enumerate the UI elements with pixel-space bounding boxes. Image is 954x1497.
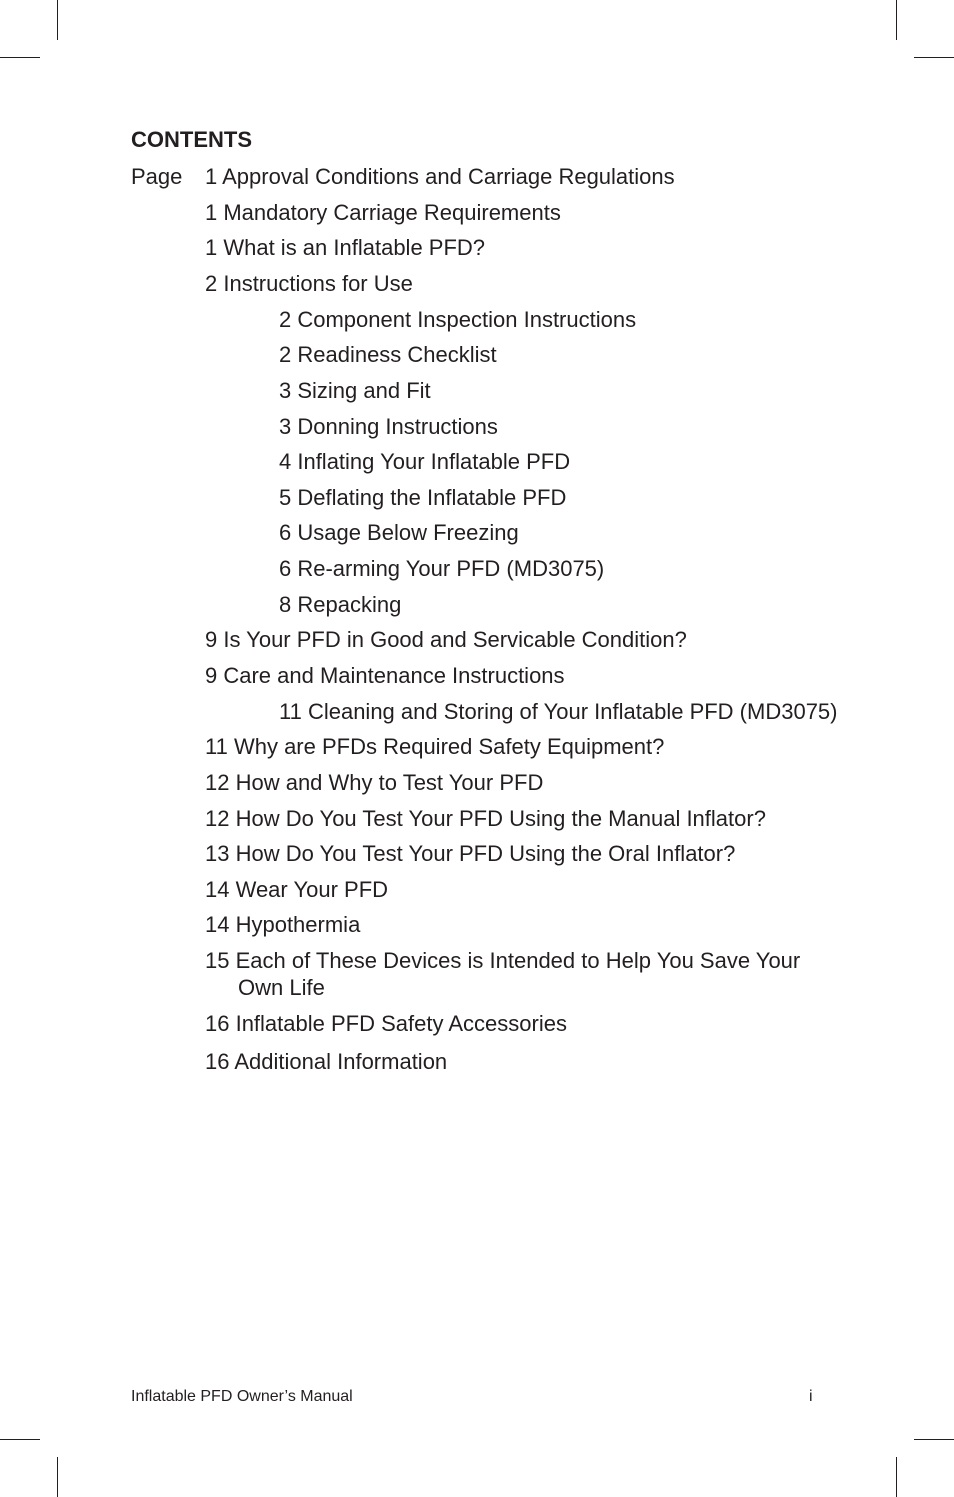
crop-mark-bottom-left-horizontal (0, 1439, 40, 1440)
toc-entry[interactable] (205, 234, 485, 262)
toc-entry-text: 15 Each of These Devices is Intended to Help You Save Your (205, 948, 801, 973)
toc-entry-text: 9 Is Your PFD in Good and Servicable Condition? (205, 627, 687, 652)
toc-entry[interactable] (205, 733, 664, 761)
toc-entry-text: 9 Care and Maintenance Instructions (205, 663, 565, 688)
toc-subentry[interactable] (279, 306, 636, 334)
toc-entry[interactable] (205, 876, 388, 904)
crop-mark-bottom-left-vertical (57, 1457, 58, 1497)
crop-mark-top-left-vertical (57, 0, 58, 40)
page-label: Page (131, 164, 183, 189)
toc-entry[interactable] (205, 1048, 447, 1076)
toc-entry-text: 8 Repacking (279, 592, 402, 617)
toc-entry[interactable] (205, 947, 800, 1001)
toc-entry-text: 5 Deflating the Inflatable PFD (279, 485, 567, 510)
toc-subentry[interactable] (279, 341, 497, 369)
toc-entry-text: 12 How and Why to Test Your PFD (205, 770, 544, 795)
toc-entry[interactable] (205, 662, 565, 690)
toc-entry-text: 6 Re-arming Your PFD (MD3075) (279, 556, 605, 581)
toc-subentry[interactable] (279, 698, 838, 726)
toc-entry-text: 16 Inflatable PFD Safety Accessories (205, 1011, 567, 1036)
toc-subentry[interactable] (279, 377, 431, 405)
toc-entry-text: 13 How Do You Test Your PFD Using the Oral Inflator? (205, 841, 736, 866)
toc-subentry[interactable] (279, 448, 570, 476)
toc-subentry[interactable] (279, 519, 519, 547)
crop-mark-bottom-right-horizontal (914, 1439, 954, 1440)
toc-entry[interactable] (205, 1010, 567, 1038)
toc-subentry[interactable] (279, 413, 498, 441)
toc-entry-text: 3 Sizing and Fit (279, 378, 431, 403)
toc-entry-text: 1 Mandatory Carriage Requirements (205, 200, 561, 225)
toc-entry-continuation: Own Life (238, 975, 325, 1000)
toc-entry[interactable] (205, 199, 561, 227)
toc-entry[interactable] (205, 163, 675, 191)
toc-entry-text: 11 Why are PFDs Required Safety Equipment? (205, 734, 665, 759)
toc-entry[interactable] (205, 626, 687, 654)
toc-subentry[interactable] (279, 591, 401, 619)
toc-entry-text: 16 Additional Information (205, 1049, 448, 1074)
toc-entry[interactable] (205, 769, 543, 797)
toc-entry[interactable] (205, 840, 735, 868)
toc-entry[interactable] (205, 805, 766, 833)
crop-mark-top-right-horizontal (914, 57, 954, 58)
toc-entry-text: 6 Usage Below Freezing (279, 520, 519, 545)
toc-entry-text: 2 Readiness Checklist (279, 342, 497, 367)
footer-page-number: i (809, 1388, 813, 1405)
toc-subentry[interactable] (279, 555, 604, 583)
toc-entry-text: 12 How Do You Test Your PFD Using the Manual Inflator? (205, 806, 766, 831)
toc-entry-text: 1 What is an Inflatable PFD? (205, 235, 486, 260)
toc-subentry[interactable] (279, 484, 566, 512)
crop-mark-top-left-horizontal (0, 57, 40, 58)
toc-entry-text: 4 Inflating Your Inflatable PFD (279, 449, 571, 474)
toc-entry-text: 2 Instructions for Use (205, 271, 413, 296)
footer-manual-title: Inflatable PFD Owner’s Manual (131, 1388, 353, 1405)
toc-entry-text: 14 Hypothermia (205, 912, 361, 937)
toc-entry[interactable] (205, 911, 360, 939)
toc-entry-text: 11 Cleaning and Storing of Your Inflatable PFD (MD3075) (279, 699, 838, 724)
crop-mark-bottom-right-vertical (896, 1457, 897, 1497)
crop-mark-top-right-vertical (896, 0, 897, 40)
toc-entry-text: 14 Wear Your PFD (205, 877, 389, 902)
toc-entry-text: 3 Donning Instructions (279, 414, 498, 439)
toc-entry-text: 1 Approval Conditions and Carriage Regulations (205, 164, 675, 189)
toc-entry[interactable] (205, 270, 413, 298)
toc-entry-text: 2 Component Inspection Instructions (279, 307, 637, 332)
contents-heading: CONTENTS (131, 127, 252, 152)
